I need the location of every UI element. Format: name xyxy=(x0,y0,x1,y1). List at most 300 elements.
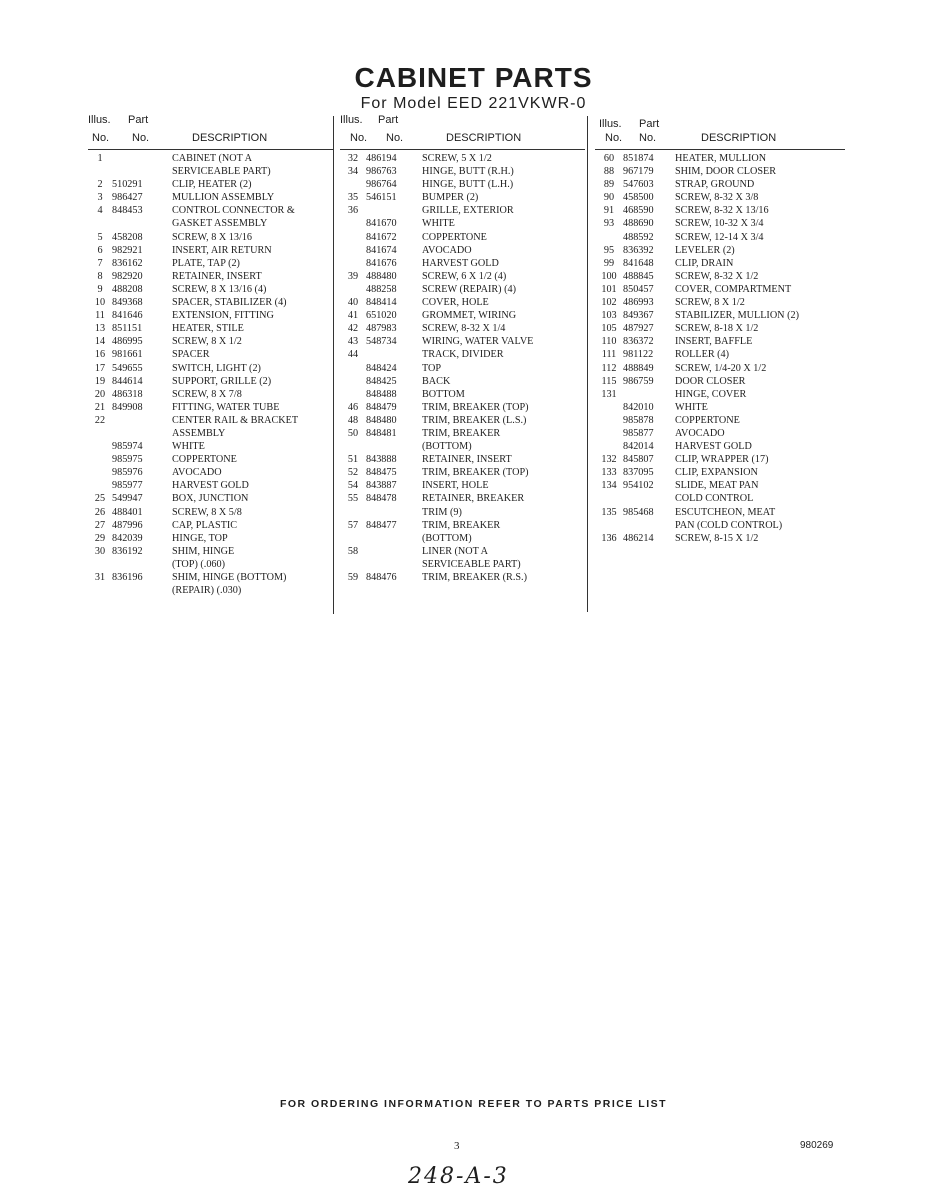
illus-number: 7 xyxy=(97,257,103,269)
part-description: HINGE, BUTT (L.H.) xyxy=(422,179,514,191)
illus-number: 6 xyxy=(97,244,103,256)
part-number: 836372 xyxy=(623,336,654,348)
part-number: 985975 xyxy=(112,454,143,466)
illus-number: 3 xyxy=(97,192,103,204)
part-description: CLIP, HEATER (2) xyxy=(172,179,252,191)
part-number: 844614 xyxy=(112,375,143,387)
handwritten-note: 248-A-3 xyxy=(408,1164,509,1189)
illus-number: 13 xyxy=(94,323,106,335)
illus-number: 93 xyxy=(603,218,615,230)
part-row xyxy=(595,519,845,532)
part-description: BUMPER (2) xyxy=(422,192,479,204)
illus-number xyxy=(340,388,366,401)
illus-number: 88 xyxy=(603,166,615,178)
part-description: SCREW, 8-32 X 1/4 xyxy=(422,323,506,335)
illus-number: 57 xyxy=(347,519,359,531)
part-description: HINGE, COVER xyxy=(675,388,747,400)
part-number: 837095 xyxy=(623,467,654,479)
part-row xyxy=(340,440,585,453)
illus-number xyxy=(340,362,366,375)
part-row xyxy=(88,165,333,178)
part-number: 848414 xyxy=(366,297,397,309)
part-row xyxy=(88,571,333,584)
part-row xyxy=(340,506,585,519)
description-label: DESCRIPTION xyxy=(192,132,268,144)
part-description: SCREW, 8-32 X 1/2 xyxy=(675,270,759,282)
part-row xyxy=(88,532,333,545)
part-description: CLIP, DRAIN xyxy=(675,257,734,269)
illus-number xyxy=(340,178,366,191)
part-description: CAP, PLASTIC xyxy=(172,519,238,531)
part-number: 486214 xyxy=(623,532,654,544)
part-number: 982921 xyxy=(112,244,143,256)
part-row xyxy=(88,191,333,204)
part-description: SERVICEABLE PART) xyxy=(422,558,521,570)
part-number: 849908 xyxy=(112,401,143,413)
illus-number: 22 xyxy=(94,414,106,426)
part-row xyxy=(340,309,585,322)
part-row xyxy=(340,257,585,270)
part-row xyxy=(595,322,845,335)
page-title: CABINET PARTS xyxy=(354,62,593,93)
part-row xyxy=(88,309,333,322)
part-description: GASKET ASSEMBLY xyxy=(172,218,268,230)
part-number: 981661 xyxy=(112,349,143,361)
part-description: SCREW, 8 X 1/2 xyxy=(675,297,745,309)
part-number: 981122 xyxy=(623,349,654,361)
part-row xyxy=(595,217,845,230)
part-number: 836192 xyxy=(112,545,143,557)
part-number: 841670 xyxy=(366,218,397,230)
part-number: 843888 xyxy=(366,454,397,466)
part-number xyxy=(623,492,675,505)
column-header xyxy=(88,112,333,150)
part-row xyxy=(340,204,585,217)
illus-number: 32 xyxy=(347,153,359,164)
illus-number: 102 xyxy=(601,297,617,309)
part-description: GROMMET, WIRING xyxy=(422,310,517,322)
part-row xyxy=(595,401,845,414)
part-number: 842010 xyxy=(623,401,654,413)
part-number xyxy=(112,152,172,165)
part-description: HINGE, TOP xyxy=(172,532,228,544)
part-description: TRIM, BREAKER (TOP) xyxy=(422,401,529,413)
illus-number: 19 xyxy=(94,375,106,387)
parts-list xyxy=(340,152,585,584)
illus-number xyxy=(88,440,112,453)
part-row xyxy=(340,492,585,505)
part-row xyxy=(595,204,845,217)
part-description: (TOP) (.060) xyxy=(172,558,226,570)
part-row xyxy=(88,375,333,388)
part-number: 850457 xyxy=(623,283,654,295)
part-description: TRACK, DIVIDER xyxy=(422,349,504,361)
part-number: 985977 xyxy=(112,480,143,492)
illus-number: 54 xyxy=(347,480,359,492)
part-description: TOP xyxy=(422,362,442,374)
part-description: SCREW, 8-32 X 13/16 xyxy=(675,205,769,217)
part-row xyxy=(88,453,333,466)
part-number: 487927 xyxy=(623,323,654,335)
illus-number: 111 xyxy=(601,349,617,361)
part-row xyxy=(340,152,585,165)
part-description: SCREW, 8 X 7/8 xyxy=(172,388,242,400)
part-label: Part xyxy=(378,114,399,126)
illus-number: 115 xyxy=(601,375,617,387)
description-label: DESCRIPTION xyxy=(446,132,522,144)
part-description: FITTING, WATER TUBE xyxy=(172,401,280,413)
illus-label: Illus. xyxy=(88,114,111,126)
part-row xyxy=(595,283,845,296)
header-rule xyxy=(340,149,585,150)
part-description: AVOCADO xyxy=(675,427,725,439)
part-number xyxy=(112,427,172,440)
part-description: SHIM, DOOR CLOSER xyxy=(675,166,777,178)
part-description: INSERT, HOLE xyxy=(422,480,489,492)
part-number: 985974 xyxy=(112,441,143,453)
illus-no-label: No. xyxy=(605,132,623,144)
model-subtitle: For Model EED 221VKWR-0 xyxy=(360,95,587,112)
part-description: SCREW, 8 X 1/2 xyxy=(172,336,242,348)
document-number: 980269 xyxy=(800,1140,834,1151)
part-number xyxy=(623,519,675,532)
illus-number: 112 xyxy=(601,362,617,374)
illus-number: 8 xyxy=(97,270,103,282)
part-no-label: No. xyxy=(386,132,404,144)
part-description: CLIP, WRAPPER (17) xyxy=(675,454,769,466)
part-row xyxy=(340,165,585,178)
part-number: 836162 xyxy=(112,257,143,269)
part-row xyxy=(340,427,585,440)
part-row xyxy=(340,322,585,335)
header-rule xyxy=(595,149,845,150)
part-row xyxy=(340,453,585,466)
illus-number: 1 xyxy=(97,153,103,164)
part-description: SCREW, 12-14 X 3/4 xyxy=(675,231,764,243)
description-label: DESCRIPTION xyxy=(701,132,777,144)
part-row xyxy=(340,519,585,532)
part-description: HARVEST GOLD xyxy=(422,257,499,269)
illus-number xyxy=(340,217,366,230)
part-description: SCREW, 8-15 X 1/2 xyxy=(675,532,759,544)
illus-number: 135 xyxy=(601,506,617,518)
part-row xyxy=(88,506,333,519)
part-number xyxy=(366,204,422,217)
part-number: 488592 xyxy=(623,231,654,243)
part-description: SCREW, 1/4-20 X 1/2 xyxy=(675,362,767,374)
part-description: COVER, HOLE xyxy=(422,297,489,309)
part-number xyxy=(366,348,422,361)
part-number: 841674 xyxy=(366,244,397,256)
part-number: 651020 xyxy=(366,310,397,322)
part-number xyxy=(112,558,172,571)
part-number: 487996 xyxy=(112,519,143,531)
part-number xyxy=(112,584,172,597)
part-description: HARVEST GOLD xyxy=(675,441,752,453)
illus-number xyxy=(88,479,112,492)
part-number: 848477 xyxy=(366,519,397,531)
illus-number: 90 xyxy=(603,192,615,204)
part-number: 546151 xyxy=(366,192,397,204)
part-description: COVER, COMPARTMENT xyxy=(675,283,792,295)
part-description: RETAINER, INSERT xyxy=(172,270,262,282)
part-description: COPPERTONE xyxy=(422,231,487,243)
illus-number xyxy=(595,492,623,505)
part-row xyxy=(88,296,333,309)
part-number: 488258 xyxy=(366,283,397,295)
part-number: 851151 xyxy=(112,323,143,335)
part-number: 954102 xyxy=(623,480,654,492)
part-description: LEVELER (2) xyxy=(675,244,735,256)
part-description: WIRING, WATER VALVE xyxy=(422,336,534,348)
part-number: 836196 xyxy=(112,572,143,583)
part-number: 488845 xyxy=(623,270,654,282)
illus-number: 103 xyxy=(601,310,617,322)
part-row xyxy=(595,506,845,519)
part-number: 487983 xyxy=(366,323,397,335)
illus-number: 27 xyxy=(94,519,106,531)
part-number: 985468 xyxy=(623,506,654,518)
part-row xyxy=(88,152,333,165)
part-row xyxy=(88,244,333,257)
illus-number xyxy=(340,257,366,270)
part-description: SCREW, 8 X 13/16 (4) xyxy=(172,283,267,295)
part-number: 985878 xyxy=(623,414,654,426)
part-number: 488480 xyxy=(366,270,397,282)
part-number: 486318 xyxy=(112,388,143,400)
part-description: WHITE xyxy=(422,218,455,230)
part-number xyxy=(366,558,422,571)
part-number: 848480 xyxy=(366,414,397,426)
part-number: 548734 xyxy=(366,336,397,348)
part-row xyxy=(595,231,845,244)
part-description: SWITCH, LIGHT (2) xyxy=(172,362,261,374)
part-row xyxy=(88,217,333,230)
illus-number: 31 xyxy=(94,572,106,583)
illus-number: 134 xyxy=(601,480,617,492)
part-description: PLATE, TAP (2) xyxy=(172,257,240,269)
part-number: 986764 xyxy=(366,179,397,191)
part-row xyxy=(595,178,845,191)
part-row xyxy=(340,401,585,414)
illus-number: 58 xyxy=(347,545,359,557)
part-description: INSERT, BAFFLE xyxy=(675,336,753,348)
part-description: WHITE xyxy=(172,441,205,453)
part-number: 967179 xyxy=(623,166,654,178)
part-row xyxy=(595,427,845,440)
part-number: 549947 xyxy=(112,493,143,505)
part-no-label: No. xyxy=(639,132,657,144)
part-row xyxy=(340,217,585,230)
part-row xyxy=(340,388,585,401)
part-number: 841676 xyxy=(366,257,397,269)
part-number: 848488 xyxy=(366,388,397,400)
illus-number: 99 xyxy=(603,257,615,269)
illus-number: 46 xyxy=(347,401,359,413)
part-description: SCREW, 8 X 13/16 xyxy=(172,231,253,243)
illus-no-label: No. xyxy=(92,132,110,144)
part-number: 849367 xyxy=(623,310,654,322)
part-number: 836392 xyxy=(623,244,654,256)
part-number: 841648 xyxy=(623,257,654,269)
part-description: (BOTTOM) xyxy=(422,441,472,453)
illus-number: 41 xyxy=(347,310,359,322)
illus-number xyxy=(595,401,623,414)
part-row xyxy=(595,453,845,466)
part-number: 985976 xyxy=(112,467,143,479)
part-description: CABINET (NOT A xyxy=(172,153,252,164)
parts-list xyxy=(595,152,845,545)
illus-number: 17 xyxy=(94,362,106,374)
column-header xyxy=(595,112,845,150)
part-row xyxy=(88,335,333,348)
illus-number xyxy=(88,165,112,178)
illus-number: 4 xyxy=(97,205,103,217)
illus-number xyxy=(88,217,112,230)
part-description: SCREW (REPAIR) (4) xyxy=(422,283,516,295)
illus-number: 11 xyxy=(95,310,105,322)
part-description: TRIM, BREAKER (TOP) xyxy=(422,467,529,479)
illus-number: 131 xyxy=(601,388,617,400)
illus-number: 26 xyxy=(94,506,106,518)
part-number: 510291 xyxy=(112,179,143,191)
illus-no-label: No. xyxy=(350,132,368,144)
part-description: BOTTOM xyxy=(422,388,465,400)
part-row xyxy=(88,466,333,479)
illus-number: 89 xyxy=(603,179,615,191)
part-row xyxy=(595,296,845,309)
part-row xyxy=(595,257,845,270)
part-row xyxy=(340,558,585,571)
illus-number: 59 xyxy=(347,572,359,583)
illus-number: 30 xyxy=(94,545,106,557)
part-description: BACK xyxy=(422,375,451,387)
part-row xyxy=(340,532,585,545)
illus-number: 42 xyxy=(347,323,359,335)
illus-number xyxy=(595,440,623,453)
part-row xyxy=(340,545,585,558)
part-row xyxy=(340,362,585,375)
illus-number: 44 xyxy=(347,349,359,361)
part-description: EXTENSION, FITTING xyxy=(172,310,274,322)
column-divider-2 xyxy=(587,116,588,612)
illus-number xyxy=(88,466,112,479)
part-row xyxy=(595,362,845,375)
part-description: GRILLE, EXTERIOR xyxy=(422,205,514,217)
part-number: 986759 xyxy=(623,375,654,387)
part-number: 468590 xyxy=(623,205,654,217)
part-description: TRIM, BREAKER xyxy=(422,427,501,439)
illus-number xyxy=(340,244,366,257)
part-row xyxy=(340,283,585,296)
part-number: 458500 xyxy=(623,192,654,204)
part-row xyxy=(340,296,585,309)
illus-number: 2 xyxy=(97,179,103,191)
illus-number: 9 xyxy=(97,283,103,295)
part-description: TRIM, BREAKER (L.S.) xyxy=(422,414,527,426)
part-row xyxy=(88,178,333,191)
illus-number: 36 xyxy=(347,205,359,217)
part-description: DOOR CLOSER xyxy=(675,375,746,387)
illus-label: Illus. xyxy=(599,118,622,130)
part-description: TRIM, BREAKER xyxy=(422,519,501,531)
illus-number: 105 xyxy=(601,323,617,335)
part-row xyxy=(340,348,585,361)
illus-number: 16 xyxy=(94,349,106,361)
part-description: RETAINER, INSERT xyxy=(422,454,512,466)
part-row xyxy=(340,375,585,388)
part-row xyxy=(88,492,333,505)
part-description: CLIP, EXPANSION xyxy=(675,467,758,479)
part-description: CENTER RAIL & BRACKET xyxy=(172,414,299,426)
illus-number: 52 xyxy=(347,467,359,479)
part-number xyxy=(112,165,172,178)
part-description: STABILIZER, MULLION (2) xyxy=(675,310,799,322)
part-row xyxy=(88,231,333,244)
part-row xyxy=(595,375,845,388)
part-description: SPACER xyxy=(172,349,210,361)
part-row xyxy=(88,348,333,361)
part-description: SCREW, 10-32 X 3/4 xyxy=(675,218,764,230)
part-number: 848476 xyxy=(366,572,397,583)
part-number: 841646 xyxy=(112,310,143,322)
illus-number: 51 xyxy=(347,454,359,466)
parts-list xyxy=(88,152,333,597)
illus-number xyxy=(88,453,112,466)
part-row xyxy=(340,479,585,492)
part-row xyxy=(595,479,845,492)
part-row xyxy=(595,440,845,453)
illus-number xyxy=(595,414,623,427)
part-row xyxy=(88,440,333,453)
illus-number: 60 xyxy=(603,153,615,164)
part-description: HEATER, STILE xyxy=(172,323,244,335)
parts-column-2 xyxy=(340,112,585,584)
part-number: 849368 xyxy=(112,297,143,309)
part-number: 986763 xyxy=(366,166,397,178)
part-description: SCREW, 5 X 1/2 xyxy=(422,153,492,164)
part-row xyxy=(340,244,585,257)
part-row xyxy=(340,270,585,283)
part-description: SCREW, 8 X 5/8 xyxy=(172,506,242,518)
illus-number xyxy=(595,231,623,244)
part-description: ROLLER (4) xyxy=(675,349,730,361)
part-row xyxy=(88,270,333,283)
illus-label: Illus. xyxy=(340,114,363,126)
part-number: 848478 xyxy=(366,493,397,505)
part-description: SHIM, HINGE (BOTTOM) xyxy=(172,572,287,583)
part-description: TRIM, BREAKER (R.S.) xyxy=(422,572,527,583)
part-row xyxy=(340,414,585,427)
part-row xyxy=(595,152,845,165)
illus-number: 91 xyxy=(603,205,615,217)
part-row xyxy=(88,257,333,270)
illus-number: 133 xyxy=(601,467,617,479)
illus-number: 34 xyxy=(347,166,359,178)
illus-number xyxy=(340,231,366,244)
illus-number xyxy=(88,558,112,571)
part-number: 843887 xyxy=(366,480,397,492)
part-description: COLD CONTROL xyxy=(675,493,754,505)
illus-number: 5 xyxy=(97,231,103,243)
illus-number: 10 xyxy=(94,297,106,309)
part-number xyxy=(112,414,172,427)
part-description: CONTROL CONNECTOR & xyxy=(172,205,295,217)
part-row xyxy=(595,270,845,283)
part-row xyxy=(595,414,845,427)
part-description: HARVEST GOLD xyxy=(172,480,249,492)
part-row xyxy=(88,545,333,558)
